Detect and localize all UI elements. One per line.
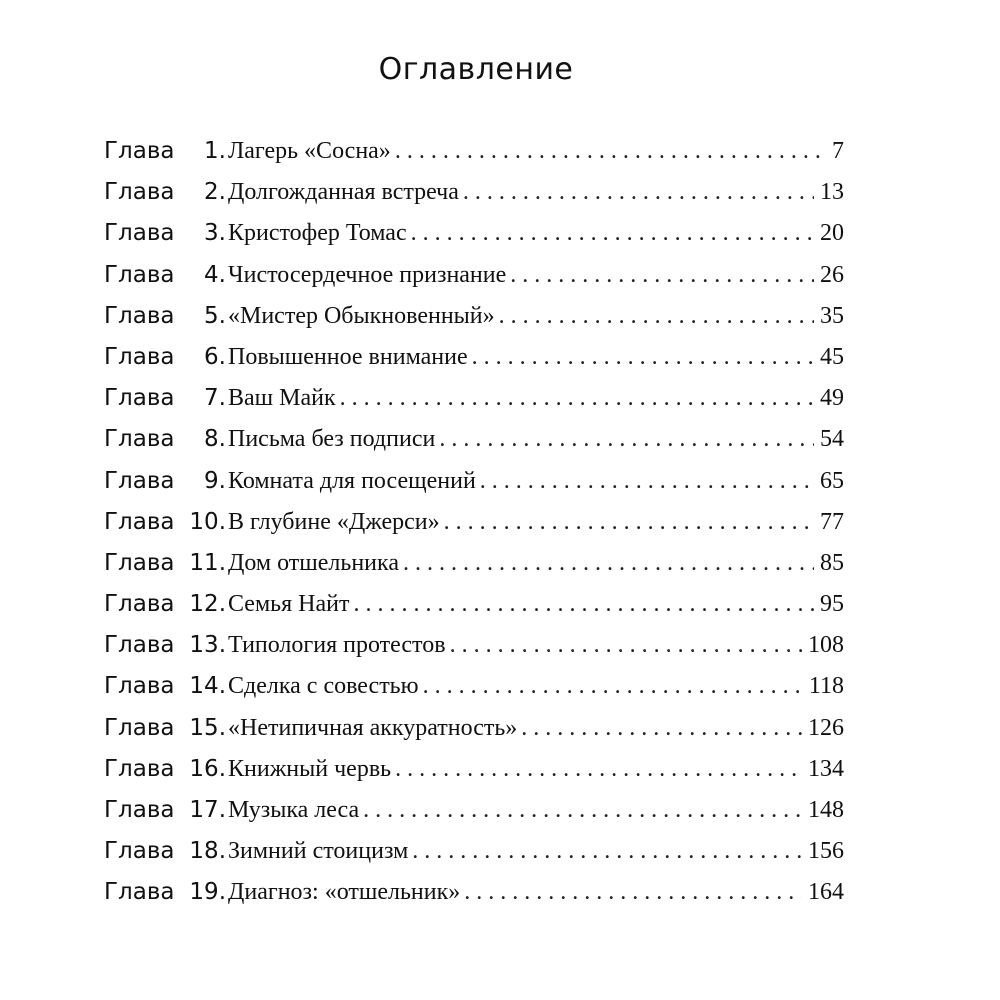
chapter-label: Глава <box>104 508 175 535</box>
page-number: 65 <box>820 467 844 494</box>
chapter-label: Глава <box>104 673 175 700</box>
page-number: 95 <box>820 591 844 618</box>
chapter-number: 1. <box>204 138 226 164</box>
chapter-label: Глава <box>104 549 175 576</box>
toc-entry[interactable] <box>104 344 844 385</box>
chapter-label: Глава <box>104 302 175 329</box>
toc-entry[interactable] <box>104 797 844 838</box>
chapter-number: 2. <box>204 179 226 206</box>
chapter-label: Глава <box>104 385 175 412</box>
page-number: 134 <box>808 755 844 782</box>
toc-list <box>104 138 844 921</box>
chapter-label: Глава <box>104 179 175 206</box>
toc-entry[interactable] <box>104 262 844 303</box>
dot-leader <box>412 838 802 865</box>
chapter-label: Глава <box>104 591 175 618</box>
chapter-number: 8. <box>204 426 226 453</box>
toc-entry[interactable] <box>104 426 844 467</box>
dot-leader <box>395 756 802 783</box>
chapter-number: 9. <box>204 467 226 494</box>
chapter-label: Глава <box>104 714 175 741</box>
chapter-title: Кристофер Томас <box>228 220 407 247</box>
dot-leader <box>450 632 802 659</box>
chapter-label: Глава <box>104 632 175 659</box>
toc-entry[interactable] <box>104 138 844 179</box>
page-number: 164 <box>808 879 844 906</box>
chapter-label: Глава <box>104 343 175 370</box>
chapter-number: 6. <box>204 343 226 370</box>
chapter-number: 14. <box>189 673 226 700</box>
dot-leader <box>499 303 814 330</box>
dot-leader <box>423 673 803 700</box>
chapter-number: 10. <box>189 508 226 535</box>
chapter-label: Глава <box>104 426 175 453</box>
chapter-title: Комната для посещений <box>228 467 476 494</box>
page-number: 13 <box>820 179 844 206</box>
page-number: 118 <box>808 673 844 700</box>
dot-leader <box>444 509 814 536</box>
toc-entry[interactable] <box>104 220 844 261</box>
page-number: 45 <box>820 343 844 370</box>
chapter-title: Книжный червь <box>228 755 392 782</box>
chapter-number: 4. <box>204 261 226 288</box>
dot-leader <box>403 550 814 577</box>
dot-leader <box>439 426 814 453</box>
dot-leader <box>480 468 814 495</box>
chapter-label: Глава <box>104 261 175 288</box>
chapter-title: Музыка леса <box>228 797 360 823</box>
chapter-label: Глава <box>104 467 175 494</box>
chapter-title: Типология протестов <box>228 632 446 659</box>
chapter-number: 13. <box>189 632 226 659</box>
chapter-title: Зимний стоицизм <box>228 838 409 865</box>
page-number: 20 <box>820 220 844 247</box>
chapter-number: 12. <box>189 591 226 618</box>
toc-entry[interactable] <box>104 591 844 632</box>
toc-entry[interactable] <box>104 756 844 797</box>
page-number: 7 <box>832 138 844 164</box>
toc-entry[interactable] <box>104 385 844 426</box>
page-number: 49 <box>820 385 844 412</box>
page-number: 26 <box>820 261 844 288</box>
chapter-title: Сделка с совестью <box>228 673 419 700</box>
chapter-number: 19. <box>189 879 226 906</box>
dot-leader <box>363 797 802 824</box>
dot-leader <box>472 344 814 371</box>
page-number: 35 <box>820 302 844 329</box>
chapter-label: Глава <box>104 879 175 906</box>
toc-entry[interactable] <box>104 838 844 879</box>
chapter-label: Глава <box>104 138 175 164</box>
dot-leader <box>510 262 814 289</box>
dot-leader <box>464 879 802 906</box>
dot-leader <box>463 179 814 206</box>
chapter-title: Семья Найт <box>228 591 350 618</box>
chapter-title: «Нетипичная аккуратность» <box>228 714 518 741</box>
chapter-title: Повышенное внимание <box>228 343 468 370</box>
toc-entry[interactable] <box>104 468 844 509</box>
chapter-label: Глава <box>104 220 175 247</box>
chapter-number: 7. <box>204 385 226 412</box>
page-number: 54 <box>820 426 844 453</box>
toc-entry[interactable] <box>104 550 844 591</box>
toc-entry[interactable] <box>104 303 844 344</box>
toc-entry[interactable] <box>104 179 844 220</box>
chapter-title: Лагерь «Сосна» <box>228 138 391 164</box>
chapter-number: 11. <box>189 549 226 576</box>
toc-entry[interactable] <box>104 879 844 920</box>
chapter-number: 18. <box>189 838 226 865</box>
chapter-title: Дом отшельника <box>228 549 399 576</box>
chapter-number: 15. <box>189 714 226 741</box>
toc-entry[interactable] <box>104 632 844 673</box>
chapter-title: Письма без подписи <box>228 426 436 453</box>
chapter-title: Чистосердечное признание <box>228 261 507 288</box>
page-title: Оглавление <box>378 52 574 87</box>
chapter-title: В глубине «Джерси» <box>228 508 440 535</box>
chapter-label: Глава <box>104 755 175 782</box>
page-number: 77 <box>820 508 844 535</box>
dot-leader <box>395 138 826 165</box>
dot-leader <box>411 220 814 247</box>
page-number: 126 <box>808 714 844 741</box>
page-number: 156 <box>808 838 844 865</box>
dot-leader <box>353 591 814 618</box>
chapter-label: Глава <box>104 797 175 823</box>
chapter-number: 5. <box>204 302 226 329</box>
page-number: 85 <box>820 549 844 576</box>
page-number: 108 <box>808 632 844 659</box>
toc-entry[interactable] <box>104 715 844 756</box>
toc-entry[interactable] <box>104 673 844 714</box>
dot-leader <box>521 715 802 742</box>
chapter-title: Диагноз: «отшельник» <box>228 879 461 906</box>
chapter-title: Ваш Майк <box>228 385 336 412</box>
chapter-title: Долгожданная встреча <box>228 179 459 206</box>
chapter-number: 17. <box>189 797 226 823</box>
chapter-label: Глава <box>104 838 175 865</box>
chapter-number: 16. <box>189 755 226 782</box>
page-number: 148 <box>808 797 844 823</box>
toc-entry[interactable] <box>104 509 844 550</box>
chapter-title: «Мистер Обыкновенный» <box>228 302 495 329</box>
dot-leader <box>340 385 814 412</box>
chapter-number: 3. <box>204 220 226 247</box>
